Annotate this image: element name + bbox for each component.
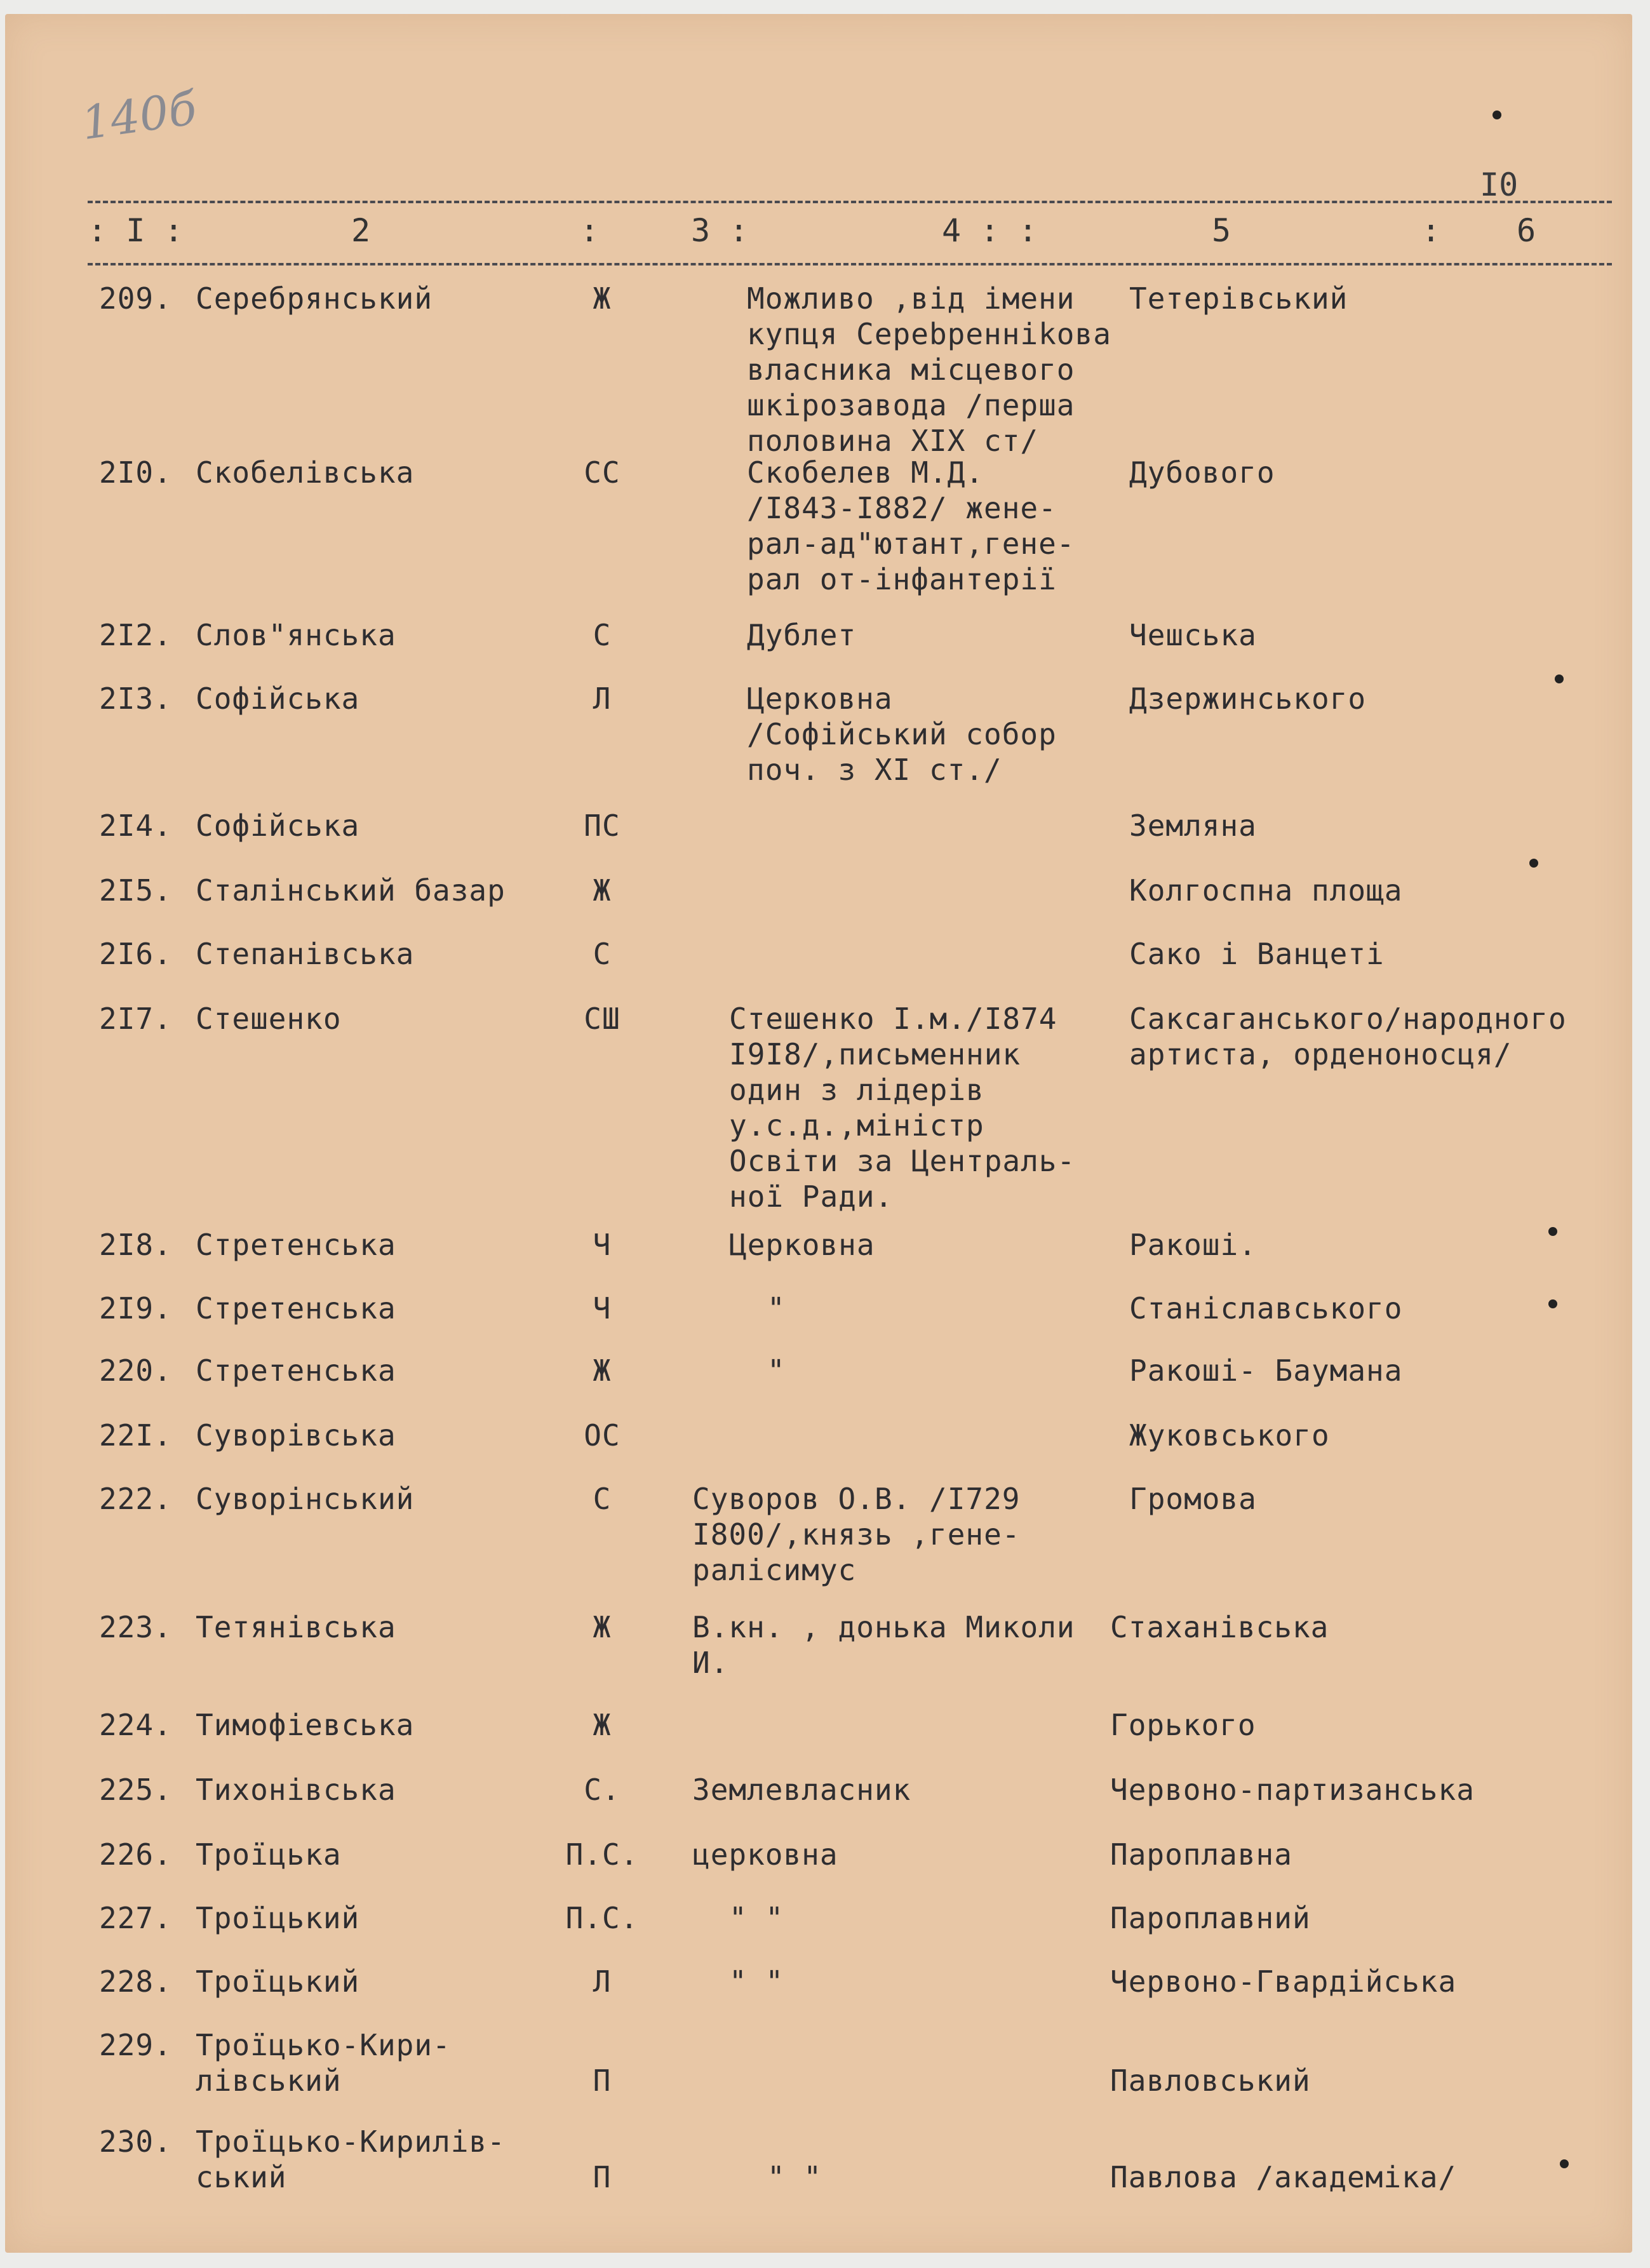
name-origin: " " [767, 2160, 822, 2194]
district-code: С [593, 1482, 612, 1516]
row-number: 227. [99, 1901, 172, 1935]
street-name: Серебрянський [196, 281, 433, 316]
new-name: Горького [1110, 1708, 1256, 1742]
row-number: 223. [99, 1610, 172, 1644]
district-code: Ч [593, 1291, 612, 1325]
new-name: Павлова /академіка/ [1110, 2160, 1457, 2194]
row-number: 222. [99, 1482, 172, 1516]
header-col-3: 3 : [691, 212, 749, 249]
name-origin: " " [729, 1901, 784, 1935]
handwritten-folio-note: 140б [78, 81, 200, 151]
row-number: 209. [99, 281, 172, 316]
new-name: Дубового [1129, 455, 1275, 490]
street-name: Суворінський [196, 1482, 415, 1516]
new-name: Станіславського [1129, 1291, 1403, 1325]
row-number: 2I4. [99, 809, 172, 843]
header-col-2: 2 [351, 212, 371, 249]
page-number: I0 [1480, 166, 1519, 203]
new-name: Саксаганського/народного артиста, орденоносця/ [1129, 1002, 1567, 1071]
name-origin: Землевласник [692, 1773, 911, 1807]
new-name: Червоно-Гвардійська [1110, 1964, 1457, 1999]
row-number: 2I7. [99, 1002, 172, 1036]
new-name: Стаханівська [1110, 1610, 1329, 1644]
row-number: 230. [99, 2124, 172, 2159]
district-code: С [593, 618, 612, 652]
street-name: Суворівська [196, 1418, 396, 1453]
ink-speck [1560, 2159, 1569, 2168]
row-number: 224. [99, 1708, 172, 1742]
street-name: Стретенська [196, 1353, 396, 1388]
district-code: Ж [593, 1353, 612, 1388]
street-name: Стретенська [196, 1228, 396, 1262]
new-name: Пароплавний [1110, 1901, 1311, 1935]
row-number: 2I0. [99, 455, 172, 490]
header-col-5: 5 [1212, 212, 1231, 249]
street-name: Тихонівська [196, 1773, 396, 1807]
header-sep-2: : [1421, 212, 1441, 249]
district-code: Ж [593, 1610, 612, 1644]
street-name: Стешенко [196, 1002, 342, 1036]
row-number: 2I9. [99, 1291, 172, 1325]
new-name: Пароплавна [1110, 1837, 1292, 1872]
new-name: Ракоші- Баумана [1129, 1353, 1403, 1388]
name-origin: Скобелев М.Д. /I843-I882/ жене- рал-ад"ютант,генe- рал от-інфантерії [747, 455, 1075, 596]
row-number: 225. [99, 1773, 172, 1807]
district-code: Ж [593, 1708, 612, 1742]
street-name: Тетянівська [196, 1610, 396, 1644]
street-name: Стретенська [196, 1291, 396, 1325]
new-name: Жуковського [1129, 1418, 1330, 1453]
name-origin: " " [729, 1964, 784, 1999]
street-name: Троїцька [196, 1837, 342, 1872]
name-origin: Церковна [729, 1228, 875, 1262]
row-number: 228. [99, 1964, 172, 1999]
name-origin: Суворов О.В. /I729 I800/,князь ,гене- раліcимус [692, 1482, 1021, 1587]
street-name: Степанівська [196, 937, 415, 971]
street-name: Тимофіевська [196, 1708, 415, 1742]
district-code: С. [584, 1773, 620, 1807]
street-name: Сталінський базар [196, 873, 506, 908]
row-number: 2I6. [99, 937, 172, 971]
archive-page [5, 14, 1632, 2253]
ink-speck [1529, 859, 1538, 868]
row-number: 22I. [99, 1418, 172, 1453]
ink-speck [1548, 1227, 1557, 1236]
district-code: П.С. [565, 1901, 639, 1935]
row-number: 2I3. [99, 681, 172, 716]
street-name: Троїцький [196, 1964, 360, 1999]
district-code: ОС [584, 1418, 620, 1453]
street-name: Слов"янська [196, 618, 396, 652]
name-origin: Стешенко І.м./I874 I9I8/,письменник один з лідерів у.с.д.,міністр Освіти за Централь- ної Ради. [729, 1002, 1076, 1214]
street-name: Троїцько-Кирилів- ський [196, 2124, 506, 2194]
new-name: Колгоспна площа [1129, 873, 1403, 908]
header-col-1: : I : [88, 212, 184, 249]
new-name: Чешська [1129, 618, 1257, 652]
header-sep-1: : [580, 212, 600, 249]
row-number: 226. [99, 1837, 172, 1872]
header-col-6: 6 [1517, 212, 1536, 249]
name-origin: В.кн. , донька Миколи И. [692, 1610, 1075, 1680]
row-number: 229. [99, 2028, 172, 2062]
name-origin: Можливо ,від імени купця Сереbренніkова власника місцевого шкірозавода /перша половина XIX ст/ [747, 281, 1111, 458]
street-name: Скобелівська [196, 455, 415, 490]
ink-speck [1555, 674, 1564, 683]
name-origin: " [767, 1291, 786, 1325]
street-name: Софійська [196, 809, 360, 843]
row-number: 2I8. [99, 1228, 172, 1262]
new-name: Червоно-партизанська [1110, 1773, 1475, 1807]
street-name: Троїцький [196, 1901, 360, 1935]
header-col-4: 4 : : [942, 212, 1038, 249]
header-bottom-rule [88, 263, 1612, 265]
new-name: Сако і Ванцеті [1129, 937, 1385, 971]
district-code: СШ [584, 1002, 620, 1036]
ink-speck [1492, 111, 1501, 119]
district-code: П [593, 2160, 612, 2194]
row-number: 2I2. [99, 618, 172, 652]
new-name: Дзержинського [1129, 681, 1367, 716]
street-name: Троїцько-Кири- лівський [196, 2028, 451, 2098]
district-code: Л [593, 1964, 612, 1999]
district-code: Ч [593, 1228, 612, 1262]
new-name: Земляна [1129, 809, 1257, 843]
district-code: СС [584, 455, 620, 490]
street-name: Софійська [196, 681, 360, 716]
new-name: Ракоші. [1129, 1228, 1257, 1262]
new-name: Павловський [1110, 2063, 1311, 2098]
ink-speck [1548, 1299, 1557, 1308]
district-code: Л [593, 681, 612, 716]
district-code: ПС [584, 809, 620, 843]
header-top-rule [88, 201, 1612, 203]
row-number: 220. [99, 1353, 172, 1388]
new-name: Громова [1129, 1482, 1257, 1516]
district-code: С [593, 937, 612, 971]
row-number: 2I5. [99, 873, 172, 908]
district-code: П.С. [565, 1837, 639, 1872]
district-code: Ж [593, 873, 612, 908]
name-origin: Церковна /Софійський собор поч. з XI ст./ [747, 681, 1057, 787]
name-origin: церковна [692, 1837, 838, 1872]
name-origin: " [767, 1353, 786, 1388]
new-name: Тетерівський [1129, 281, 1348, 316]
district-code: Ж [593, 281, 612, 316]
district-code: П [593, 2063, 612, 2098]
name-origin: Дублет [747, 618, 857, 652]
